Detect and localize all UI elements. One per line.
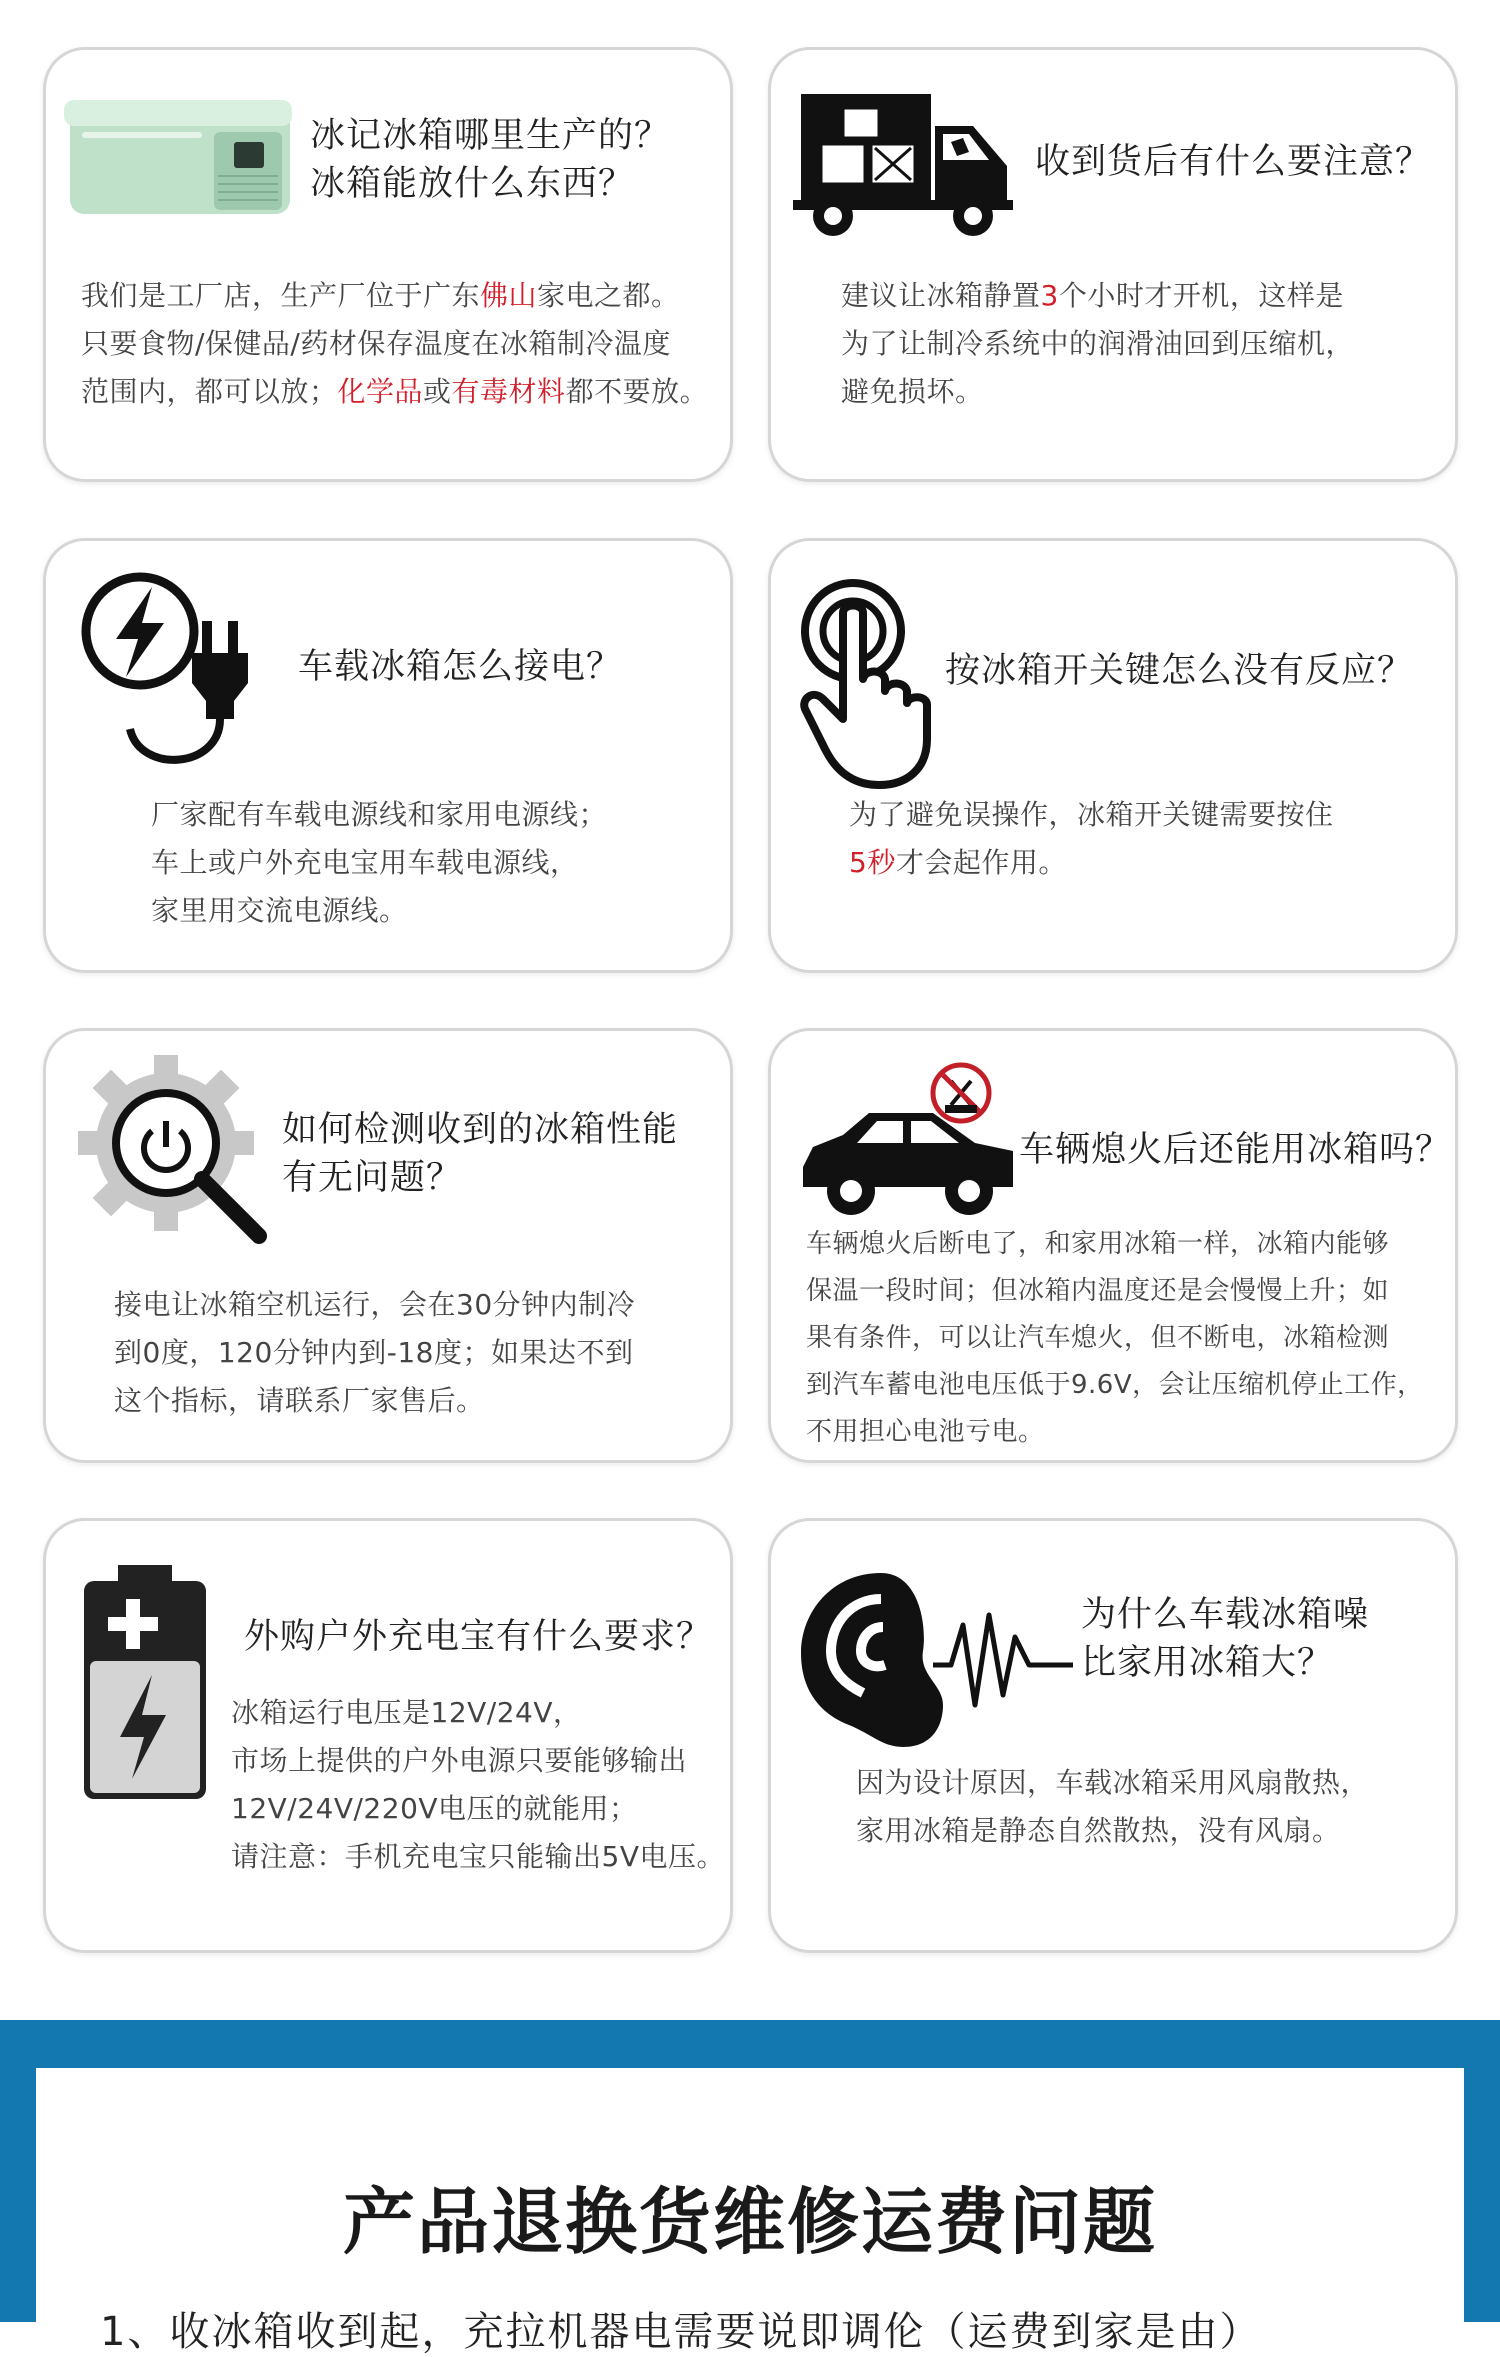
answer-text: 冰箱运行电压是12V/24V， 市场上提供的户外电源只要能够输出 12V/24V/220V电压的就能用； 请注意：手机充电宝只能输出5V电压。 [231, 1696, 725, 1873]
fridge-icon [64, 92, 298, 222]
question-text: 冰记冰箱哪里生产的？ 冰箱能放什么东西？ [310, 116, 671, 204]
question-text: 车辆熄火后还能用冰箱吗？ [1019, 1130, 1452, 1170]
faq-card-switch [768, 538, 1458, 973]
faq-card-delivery [768, 47, 1458, 482]
answer-text: 建议让冰箱静置3个小时才开机，这样是 为了让制冷系统中的润滑油回到压缩机， 避免损坏。 [841, 279, 1355, 408]
faq-card-inspection [43, 1028, 733, 1463]
faq-card-noise [768, 1518, 1458, 1953]
faq-card-engine-off [768, 1028, 1458, 1463]
power-plug-icon [80, 569, 260, 779]
answer-text: 我们是工厂店，生产厂位于广东佛山家电之都。 只要食物/保健品/药材保存温度在冰箱制冷温度 范围内，都可以放；化学品或有毒材料都不要放。 [81, 279, 709, 408]
faq-card-power-bank [43, 1518, 733, 1953]
answer-text: 因为设计原因，车载冰箱采用风扇散热， 家用冰箱是静态自然散热，没有风扇。 [856, 1766, 1370, 1847]
section-first-line: 1、收冰箱收到起，充拉机器电需要说即调伦（运费到家是由） [100, 2309, 1262, 2355]
question-text: 车载冰箱怎么接电？ [298, 647, 623, 687]
answer-text: 车辆熄火后断电了，和家用冰箱一样，冰箱内能够 保温一段时间；但冰箱内温度还是会慢慢上升；如 果有条件，可以让汽车熄火，但不断电，冰箱检测 到汽车蓄电池电压低于9.6V，会让压缩机停止工作， 不用担心电池亏电。 [806, 1229, 1424, 1447]
answer-text: 为了避免误操作，冰箱开关键需要按住 5秒才会起作用。 [849, 798, 1334, 879]
gear-magnifier-icon [74, 1051, 284, 1261]
press-power-button-icon [795, 579, 945, 789]
question-text: 外购户外充电宝有什么要求？ [244, 1617, 713, 1657]
answer-text: 接电让冰箱空机运行，会在30分钟内制冷 到0度，120分钟内到-18度；如果达不到 这个指标，请联系厂家售后。 [114, 1288, 636, 1417]
section-title: 产品退换货维修运费问题 [342, 2180, 1157, 2264]
faq-card-power [43, 538, 733, 973]
car-icon [799, 1061, 1025, 1233]
faq-card-origin [43, 47, 733, 482]
question-text: 收到货后有什么要注意？ [1035, 142, 1432, 182]
ear-sound-wave-icon [793, 1565, 1079, 1755]
delivery-truck-icon [793, 94, 1018, 244]
battery-icon [82, 1565, 208, 1801]
answer-text: 厂家配有车载电源线和家用电源线； 车上或户外充电宝用车载电源线， 家里用交流电源线。 [151, 798, 608, 927]
question-text: 如何检测收到的冰箱性能 有无问题？ [282, 1110, 679, 1198]
question-text: 为什么车载冰箱噪 比家用冰箱大？ [1081, 1595, 1370, 1683]
question-text: 按冰箱开关键怎么没有反应？ [945, 651, 1414, 691]
